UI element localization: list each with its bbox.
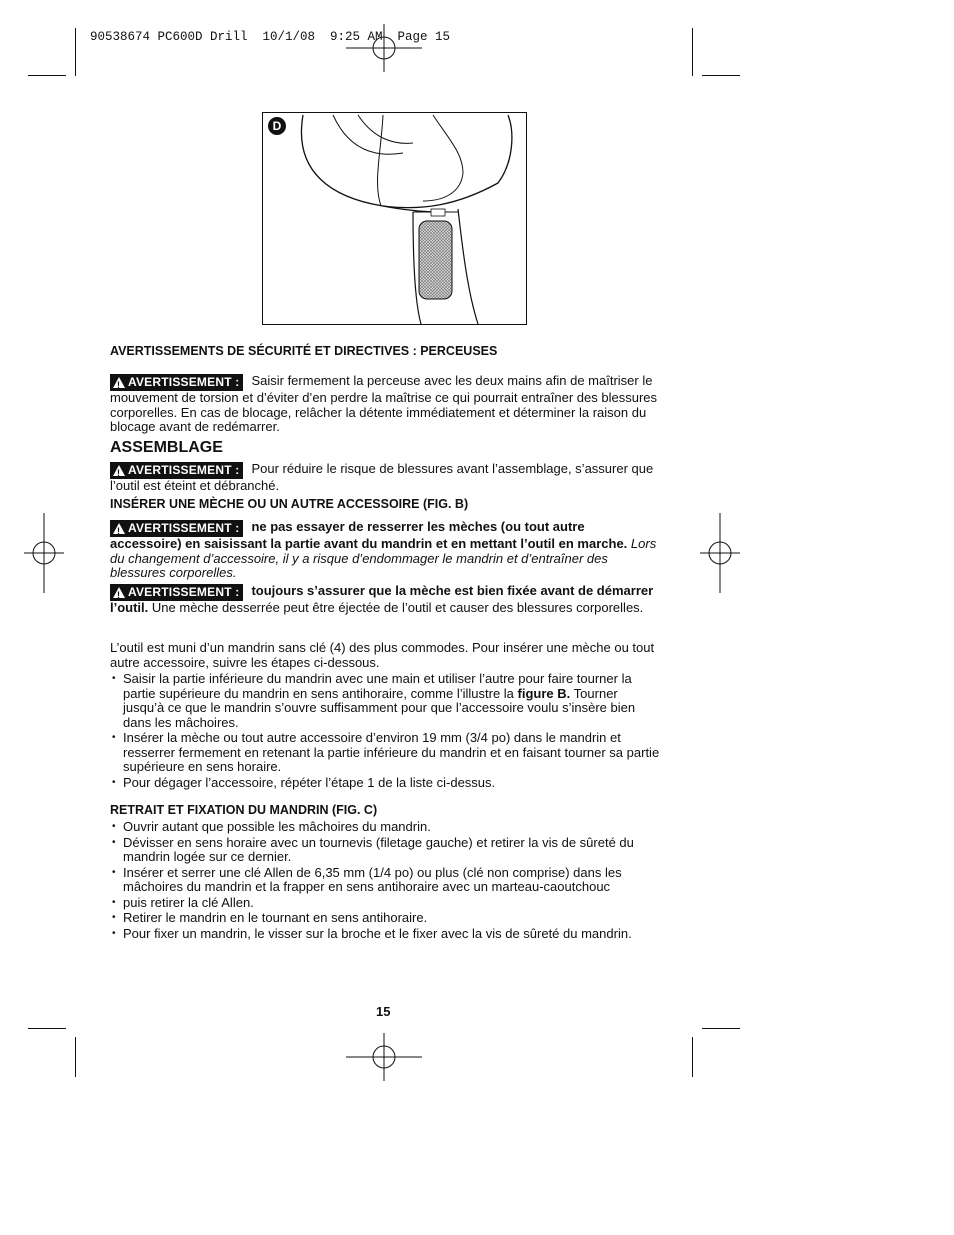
safety-warning: ! AVERTISSEMENT : Saisir fermement la perceuse avec les deux mains afin de maîtriser le mouvement de torsion et d’éviter d’en perdre la maîtrise ce qui pourrait entraîner des blessures corporelles. En cas de blocage, relâcher la détente immédiatement et déterminer la raison du blocage avant de redémarrer. xyxy=(110,374,660,435)
insert-warning-2: ! AVERTISSEMENT : toujours s’assurer que la mèche est bien fixée avant de démarrer l’outil. Une mèche desserrée peut être éjectée de l’outil et causer des blessures corporelles. xyxy=(110,584,658,616)
assembly-warning: ! AVERTISSEMENT : Pour réduire le risque de blessures avant l’assemblage, s’assurer que l’outil est éteint et débranché. xyxy=(110,462,660,494)
list-item: • Ouvrir autant que possible les mâchoires du mandrin. xyxy=(110,820,660,835)
insert-heading: INSÉRER UNE MÈCHE OU UN AUTRE ACCESSOIRE (FIG. B) xyxy=(110,497,469,511)
insert-warning-1: ! AVERTISSEMENT : ne pas essayer de resserrer les mèches (ou tout autre accessoire) en saisissant la partie avant du mandrin et en mettant l’outil en marche. Lors du changement d’accessoire, il y a risque d’endommager le mandrin et d’entraîner des blessures corporelles. xyxy=(110,520,658,581)
insert-intro: L’outil est muni d’un mandrin sans clé (4) des plus commodes. Pour insérer une mèche ou tout autre accessoire, suivre les étapes ci-dessous. xyxy=(110,640,655,670)
warning-icon xyxy=(113,465,125,476)
print-header: 90538674 PC600D Drill 10/1/08 9:25 AM Page 15 xyxy=(90,30,451,44)
registration-mark-left xyxy=(24,513,64,593)
list-item: • Pour dégager l’accessoire, répéter l’étape 1 de la liste ci-dessus. xyxy=(110,776,660,791)
warning-badge: ! AVERTISSEMENT : xyxy=(110,520,243,537)
list-item: • puis retirer la clé Allen. xyxy=(110,896,660,911)
registration-mark-bottom xyxy=(346,1033,422,1081)
warning-badge: ! AVERTISSEMENT : xyxy=(110,374,243,391)
safety-heading: AVERTISSEMENTS DE SÉCURITÉ ET DIRECTIVES : PERCEUSES xyxy=(110,344,498,358)
list-item: • Dévisser en sens horaire avec un tournevis (filetage gauche) et retirer la vis de sûreté du mandrin logée sur ce dernier. xyxy=(110,836,660,865)
figure-d xyxy=(262,112,527,325)
warning-icon xyxy=(113,377,125,388)
chuck-heading: RETRAIT ET FIXATION DU MANDRIN (FIG. C) xyxy=(110,803,378,817)
list-item: • Insérer la mèche ou tout autre accessoire d’environ 19 mm (3/4 po) dans le mandrin et resserrer fermement en retenant la partie inférieure du mandrin et en faisant tourner sa partie supérieure en sens horaire. xyxy=(110,731,660,775)
list-item: • Retirer le mandrin en le tournant en sens antihoraire. xyxy=(110,911,660,926)
warning-icon xyxy=(113,523,125,534)
list-item: • Saisir la partie inférieure du mandrin avec une main et utiliser l’autre pour faire tourner la partie supérieure du mandrin en sens antihoraire, comme l’illustre la figure B. Tourner jusqu’à ce que le mandrin s’ouvre suffisamment pour que l’accessoire voulu s’insère bien dans les mâchoires. xyxy=(110,672,660,730)
drill-illustration xyxy=(263,113,526,324)
warning-icon xyxy=(113,587,125,598)
registration-mark-right xyxy=(700,513,740,593)
chuck-steps xyxy=(110,820,660,941)
page-number: 15 xyxy=(376,1004,391,1019)
assembly-heading: ASSEMBLAGE xyxy=(110,439,223,456)
figure-label: D xyxy=(268,117,286,135)
warning-badge: ! AVERTISSEMENT : xyxy=(110,584,243,601)
warning-badge: ! AVERTISSEMENT : xyxy=(110,462,243,479)
registration-mark-top xyxy=(346,24,422,72)
list-item: • Insérer et serrer une clé Allen de 6,35 mm (1/4 po) ou plus (clé non comprise) dans les mâchoires du mandrin et la frapper en sens antihoraire avec un marteau-caoutchouc xyxy=(110,866,660,895)
list-item: • Pour fixer un mandrin, le visser sur la broche et le fixer avec la vis de sûreté du mandrin. xyxy=(110,927,660,942)
insert-steps xyxy=(110,672,660,790)
